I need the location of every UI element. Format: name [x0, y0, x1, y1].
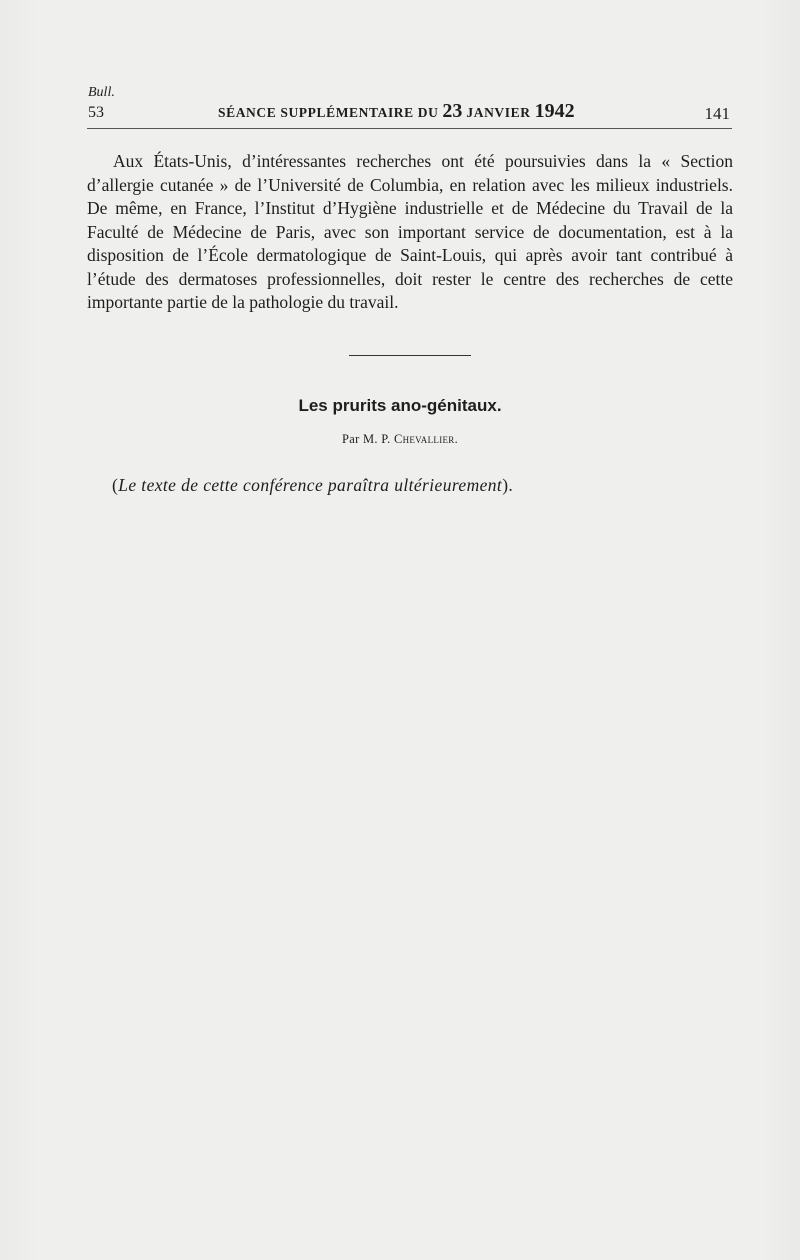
running-head-day: 23 [442, 100, 463, 122]
section-divider [349, 355, 471, 356]
author-name: Chevallier. [393, 432, 459, 446]
running-head-month: JANVIER [462, 105, 535, 120]
article-title: Les prurits ano-génitaux. [298, 396, 502, 415]
page-number: 141 [704, 104, 730, 123]
note-close-paren: ). [502, 475, 514, 495]
issue-number: 53 [88, 104, 104, 121]
running-head-prefix: SÉANCE SUPPLÉMENTAIRE DU [218, 105, 443, 120]
body-paragraph: Aux États-Unis, d’intéressantes recherches ont été poursuivies dans la « Section d’allergie cutanée » de l’Université de Columbia, en relation avec les milieux industriels. De même, en France, l’Institut d’Hygiène industrielle et de Médecine du Travail de la Faculté de Médecine de Paris, avec son important service de documentation, est à la disposition de l’École dermatologique de Saint-Louis, qui après avoir tant contribué à l’étude des dermatoses professionnelles, doit rester le centre des recherches de cette importante partie de la pathologie du travail. [87, 151, 733, 312]
editorial-note [112, 475, 513, 496]
running-head-year: 1942 [534, 100, 575, 122]
running-head [218, 100, 575, 123]
byline [0, 432, 800, 447]
note-text: Le texte de cette conférence paraîtra ultérieurement [118, 475, 503, 495]
byline-prefix: Par M. P. [341, 432, 394, 446]
journal-abbrev: Bull. [88, 85, 115, 100]
header-rule [87, 128, 732, 129]
note-open-paren: ( [112, 475, 119, 495]
